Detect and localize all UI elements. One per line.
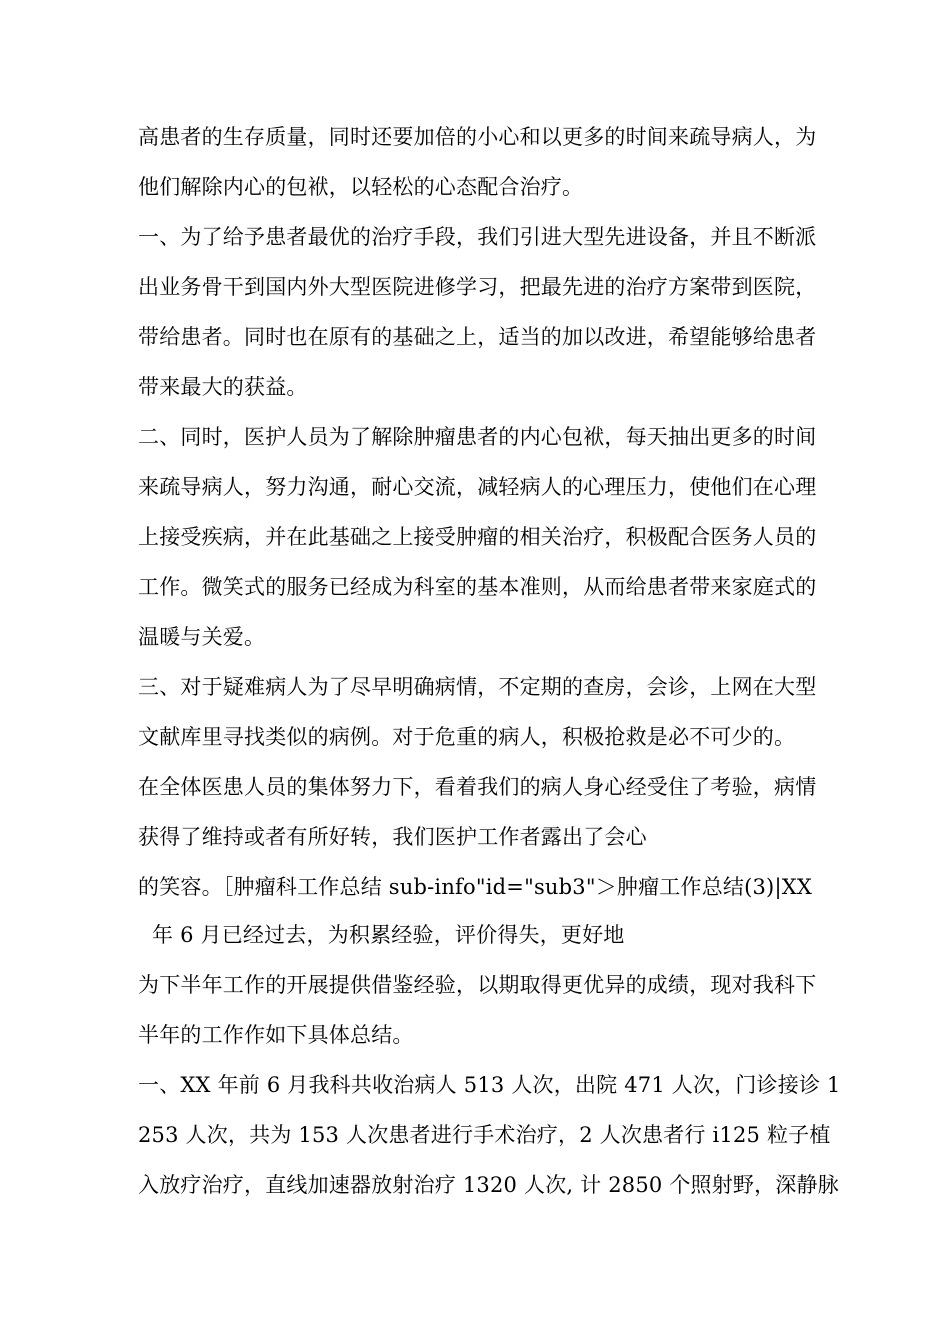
paragraph-line: 三、对于疑难病人为了尽早明确病情，不定期的查房，会诊，上网在大型 <box>138 675 817 699</box>
paragraph-line: 出业务骨干到国内外大型医院进修学习，把最先进的治疗方案带到医院， <box>138 275 817 299</box>
paragraph-line: 253 人次，共为 153 人次患者进行手术治疗，2 人次患者行 i125 粒子植 <box>138 1123 831 1147</box>
paragraph-line: 年 6 月已经过去，为积累经验，评价得失，更好地 <box>152 923 625 947</box>
paragraph-line: 入放疗治疗，直线加速器放射治疗 1320 人次, 计 2850 个照射野，深静脉 <box>138 1173 839 1197</box>
paragraph-line: 带来最大的获益。 <box>138 375 308 399</box>
paragraph-line: 获得了维持或者有所好转，我们医护工作者露出了会心 <box>138 825 647 849</box>
paragraph-line: 在全体医患人员的集体努力下，看着我们的病人身心经受住了考验，病情 <box>138 775 817 799</box>
paragraph-line: 来疏导病人，努力沟通，耐心交流，减轻病人的心理压力，使他们在心理 <box>138 475 817 499</box>
paragraph-line: 文献库里寻找类似的病例。对于危重的病人，积极抢救是必不可少的。 <box>138 725 796 749</box>
paragraph-line: 为下半年工作的开展提供借鉴经验，以期取得更优异的成绩，现对我科下 <box>138 973 817 997</box>
paragraph-line: 工作。微笑式的服务已经成为科室的基本准则，从而给患者带来家庭式的 <box>138 575 817 599</box>
paragraph-line: 他们解除内心的包袱，以轻松的心态配合治疗。 <box>138 175 584 199</box>
paragraph-line: 温暖与关爱。 <box>138 625 266 649</box>
paragraph-line: 的笑容。［肿瘤科工作总结 sub-info"id="sub3"＞肿瘤工作总结(3)|XX <box>138 875 813 899</box>
paragraph-line: 半年的工作作如下具体总结。 <box>138 1023 414 1047</box>
paragraph-line: 二、同时，医护人员为了解除肿瘤患者的内心包袱，每天抽出更多的时间 <box>138 425 817 449</box>
paragraph-line: 一、XX 年前 6 月我科共收治病人 513 人次，出院 471 人次，门诊接诊 1 <box>138 1073 841 1097</box>
paragraph-line: 带给患者。同时也在原有的基础之上，适当的加以改进，希望能够给患者 <box>138 325 817 349</box>
paragraph-line: 高患者的生存质量，同时还要加倍的小心和以更多的时间来疏导病人，为 <box>138 125 817 149</box>
paragraph-line: 一、为了给予患者最优的治疗手段，我们引进大型先进设备，并且不断派 <box>138 225 817 249</box>
paragraph-line: 上接受疾病，并在此基础之上接受肿瘤的相关治疗，积极配合医务人员的 <box>138 525 817 549</box>
